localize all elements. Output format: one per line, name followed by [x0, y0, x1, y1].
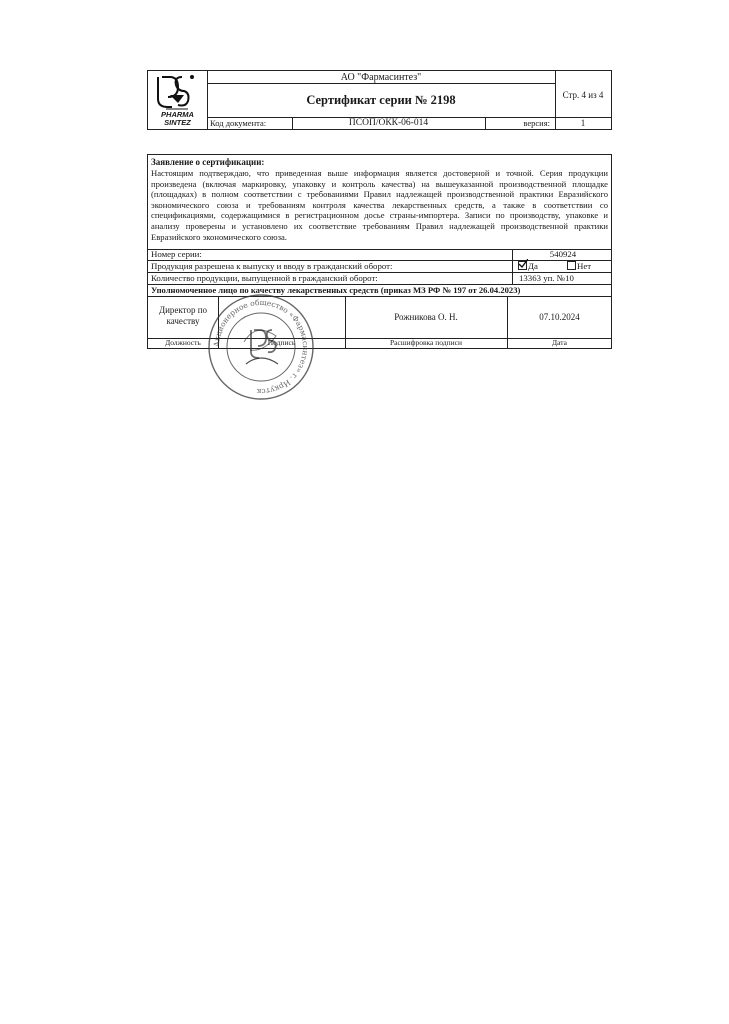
- statement-text: Настоящим подтверждаю, что приведенная выше информация является достоверной и точной. Серия продукции произведена (включая маркировку, упаковку и контроль качества) на вышеуказанной производственной площадке (площадках) в полном соответствии с требованиями Правил надлежащей производственной практики Евразийского экономического союза и требованиям контроля качества лекарственных средств, а также в соответствии со спецификациями, содержащимися в регистрационном досье страны-импортера. Записи по производству, упаковке и анализу проверены и установлено их соответствие требованиям Правил надлежащей производственной практики Евразийского экономического союза.: [151, 168, 608, 242]
- version-label: версия:: [485, 117, 556, 130]
- release-no-label: Нет: [577, 261, 592, 271]
- logo-line-2: SINTEZ: [164, 118, 191, 127]
- signer-name: Рожникова О. Н.: [394, 312, 458, 322]
- release-options: [512, 261, 613, 272]
- checkmark-icon: [518, 259, 528, 269]
- signature-date: 07.10.2024: [539, 312, 580, 322]
- caption-date: Дата: [552, 338, 567, 347]
- release-no-checkbox[interactable]: [567, 261, 576, 270]
- caption-signature: Подпись: [218, 338, 346, 348]
- release-label: Продукция разрешена к выпуску и вводу в гражданский оборот:: [151, 261, 393, 271]
- release-yes-label: Да: [528, 261, 538, 271]
- company-name: АО "Фармасинтез": [207, 70, 556, 84]
- caption-position: Должность: [148, 338, 219, 348]
- quantity-label: Количество продукции, выпущенной в гражданский оборот:: [151, 273, 378, 283]
- doc-code-value: ПСОП/ОКК-06-014: [292, 117, 486, 130]
- version-value: 1: [555, 117, 612, 130]
- name-cell: [345, 297, 508, 339]
- round-stamp-icon: [206, 292, 316, 402]
- quantity-row: [147, 273, 612, 285]
- statement-title: Заявление о сертификации:: [151, 157, 265, 167]
- stamp-ring-text: Акционерное общество «Фармасинтез» г. Иркутск: [211, 297, 311, 397]
- quantity-value: 13363 уп. №10: [512, 273, 619, 284]
- certification-statement: [147, 154, 612, 250]
- date-cell: [507, 297, 612, 339]
- logo-wordmark: [148, 111, 207, 127]
- release-no-option[interactable]: [567, 261, 591, 272]
- release-yes-option[interactable]: [518, 261, 538, 272]
- authorized-person-label: Уполномоченное лицо по качеству лекарственных средств (приказ МЗ РФ № 197 от 26.04.2023): [151, 285, 521, 295]
- company-logo: [147, 70, 208, 130]
- logo-line-1: PHARMA: [161, 110, 194, 119]
- doc-code-label: Код документа:: [207, 117, 293, 130]
- page-number: Стр. 4 из 4: [555, 70, 612, 118]
- position-value: Директор по качеству: [158, 305, 208, 326]
- caption-decoding: Расшифровка подписи: [345, 338, 508, 348]
- batch-row: [147, 249, 612, 261]
- release-row: [147, 261, 612, 273]
- batch-value: 540924: [512, 249, 613, 260]
- release-yes-checkbox[interactable]: [518, 261, 527, 270]
- company-stamp: [206, 292, 316, 402]
- batch-label: Номер серии:: [151, 249, 202, 259]
- certificate-title: Сертификат серии № 2198: [207, 83, 556, 118]
